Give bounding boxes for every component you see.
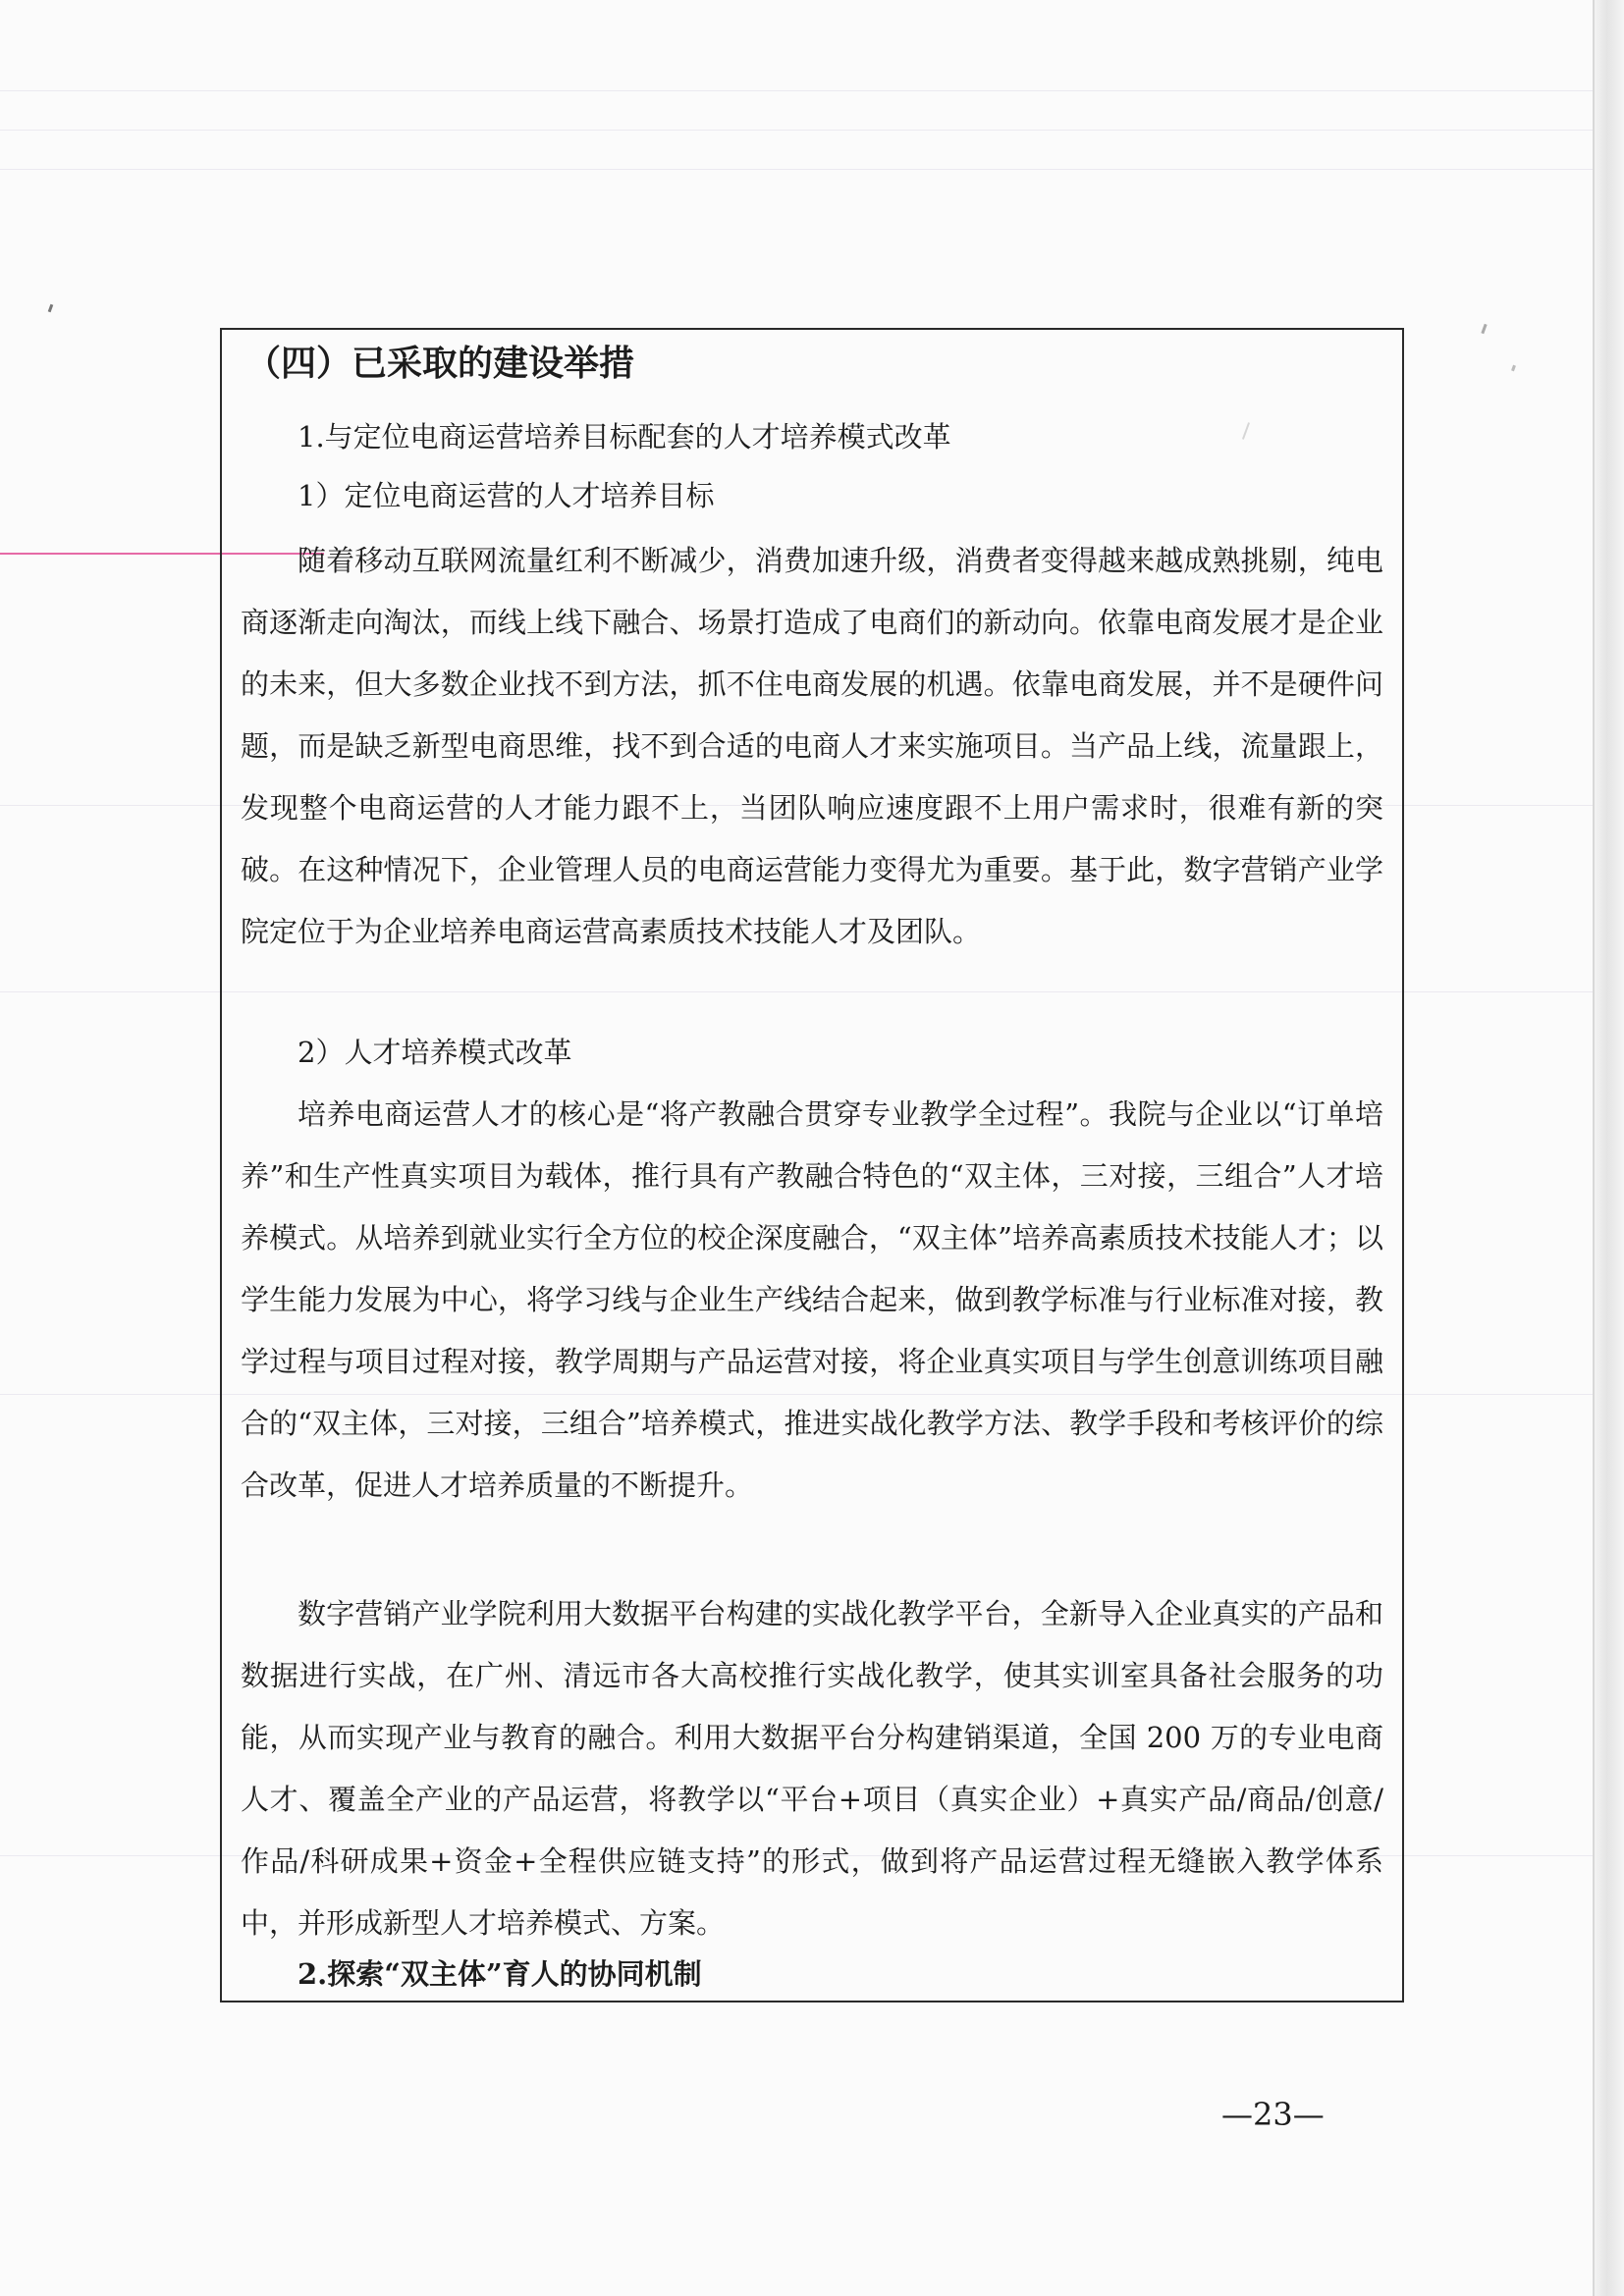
scan-line bbox=[0, 130, 1593, 131]
page-edge-shadow bbox=[1593, 0, 1624, 2296]
item2-heading: 2.探索“双主体”育人的协同机制 bbox=[298, 1957, 702, 1991]
section-title: （四）已采取的建设举措 bbox=[245, 343, 635, 384]
scan-speck bbox=[48, 304, 54, 313]
item1-sub2-paragraph-1: 培养电商运营人才的核心是“将产教融合贯穿专业教学全过程”。我院与企业以“订单培养”和生产性真实项目为载体，推行具有产教融合特色的“双主体，三对接，三组合”人才培养模式。从培养到就业实行全方位的校企深度融合，“双主体”培养高素质技术技能人才；以学生能力发展为中心，将学习线与企业生产线结合起来，做到教学标准与行业标准对接，教学过程与项目过程对接，教学周期与产品运营对接，将企业真实项目与学生创意训练项目融合的“双主体，三对接，三组合”培养模式，推进实战化教学方法、教学手段和考核评价的综合改革，促进人才培养质量的不断提升。 bbox=[241, 1097, 1383, 1502]
scan-speck bbox=[1481, 324, 1487, 334]
item1-sub1-heading: 1）定位电商运营的人才培养目标 bbox=[298, 479, 715, 512]
scan-line bbox=[0, 90, 1593, 91]
item1-sub2-paragraph-2: 数字营销产业学院利用大数据平台构建的实战化教学平台，全新导入企业真实的产品和数据进行实战，在广州、清远市各大高校推行实战化教学，使其实训室具备社会服务的功能，从而实现产业与教育的融合。利用大数据平台分构建销渠道，全国 200 万的专业电商人才、覆盖全产业的产品运营，将教学以“平台+项目（真实企业）+真实产品/商品/创意/作品/科研成果+资金+全程供应链支持”的形式，做到将产品运营过程无缝嵌入教学体系中，并形成新型人才培养模式、方案。 bbox=[241, 1597, 1383, 1940]
item1-sub2-heading: 2）人才培养模式改革 bbox=[298, 1036, 572, 1069]
scan-speck bbox=[1511, 365, 1516, 372]
page-number: —23— bbox=[1221, 2096, 1325, 2133]
scan-line bbox=[0, 169, 1593, 170]
item1-heading: 1.与定位电商运营培养目标配套的人才培养模式改革 bbox=[298, 420, 951, 454]
item1-sub1-paragraph: 随着移动互联网流量红利不断减少，消费加速升级，消费者变得越来越成熟挑剔，纯电商逐渐走向淘汰，而线上线下融合、场景打造成了电商们的新动向。依靠电商发展才是企业的未来，但大多数企业找不到方法，抓不住电商发展的机遇。依靠电商发展，并不是硬件问题，而是缺乏新型电商思维，找不到合适的电商人才来实施项目。当产品上线，流量跟上，发现整个电商运营的人才能力跟不上，当团队响应速度跟不上用户需求时，很难有新的突破。在这种情况下，企业管理人员的电商运营能力变得尤为重要。基于此，数字营销产业学院定位于为企业培养电商运营高素质技术技能人才及团队。 bbox=[241, 544, 1383, 948]
